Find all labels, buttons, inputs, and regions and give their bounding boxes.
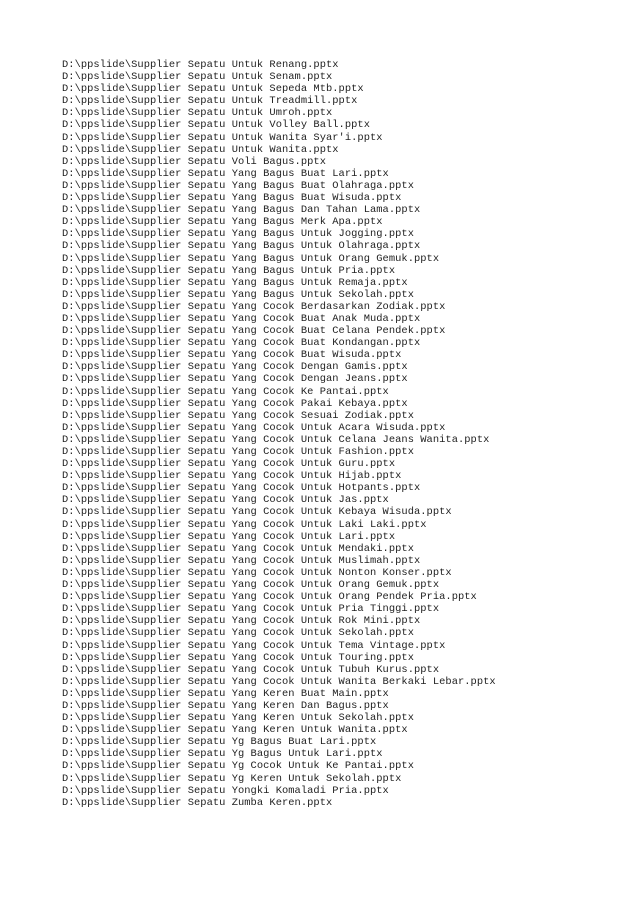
file-path-line: D:\ppslide\Supplier Sepatu Yang Cocok Untuk Hotpants.pptx xyxy=(62,482,421,495)
file-path-line: D:\ppslide\Supplier Sepatu Yang Bagus Buat Lari.pptx xyxy=(62,167,389,180)
file-path-line: D:\ppslide\Supplier Sepatu Voli Bagus.pptx xyxy=(62,155,326,168)
file-path-line: D:\ppslide\Supplier Sepatu Yang Bagus Untuk Pria.pptx xyxy=(62,264,396,277)
file-path-line: D:\ppslide\Supplier Sepatu Yang Bagus Untuk Sekolah.pptx xyxy=(62,288,414,301)
file-path-line: D:\ppslide\Supplier Sepatu Untuk Umroh.pptx xyxy=(62,107,333,120)
file-path-line: D:\ppslide\Supplier Sepatu Yg Bagus Buat Lari.pptx xyxy=(62,736,377,749)
file-path-line: D:\ppslide\Supplier Sepatu Yang Cocok Untuk Orang Gemuk.pptx xyxy=(62,579,440,592)
file-path-line: D:\ppslide\Supplier Sepatu Yang Bagus Untuk Jogging.pptx xyxy=(62,228,414,241)
file-path-line: D:\ppslide\Supplier Sepatu Yg Bagus Untuk Lari.pptx xyxy=(62,748,383,761)
file-path-line: D:\ppslide\Supplier Sepatu Yang Cocok Dengan Gamis.pptx xyxy=(62,361,408,374)
file-path-line: D:\ppslide\Supplier Sepatu Yang Cocok Buat Wisuda.pptx xyxy=(62,349,402,362)
file-path-line: D:\ppslide\Supplier Sepatu Yg Keren Untuk Sekolah.pptx xyxy=(62,772,402,785)
file-path-line: D:\ppslide\Supplier Sepatu Untuk Senam.pptx xyxy=(62,71,333,84)
file-path-line: D:\ppslide\Supplier Sepatu Yang Cocok Untuk Tema Vintage.pptx xyxy=(62,639,446,652)
file-path-line: D:\ppslide\Supplier Sepatu Yang Cocok Untuk Wanita Berkaki Lebar.pptx xyxy=(62,675,496,688)
file-path-line: D:\ppslide\Supplier Sepatu Yang Cocok Untuk Sekolah.pptx xyxy=(62,627,414,640)
file-path-line: D:\ppslide\Supplier Sepatu Yang Cocok Untuk Fashion.pptx xyxy=(62,446,414,458)
file-path-line: D:\ppslide\Supplier Sepatu Yang Cocok Untuk Celana Jeans Wanita.pptx xyxy=(62,433,490,446)
file-path-line: D:\ppslide\Supplier Sepatu Yang Bagus Buat Olahraga.pptx xyxy=(62,179,414,192)
file-path-line: D:\ppslide\Supplier Sepatu Yang Keren Dan Bagus.pptx xyxy=(62,699,389,712)
file-path-line: D:\ppslide\Supplier Sepatu Yang Cocok Untuk Tubuh Kurus.pptx xyxy=(62,663,440,676)
file-path-line: D:\ppslide\Supplier Sepatu Yang Bagus Untuk Olahraga.pptx xyxy=(62,240,421,253)
file-path-line: D:\ppslide\Supplier Sepatu Yang Cocok Sesuai Zodiak.pptx xyxy=(62,409,414,422)
file-path-line: D:\ppslide\Supplier Sepatu Yang Cocok Untuk Touring.pptx xyxy=(62,651,414,664)
file-path-line: D:\ppslide\Supplier Sepatu Yang Cocok Buat Anak Muda.pptx xyxy=(62,312,421,325)
file-path-line: D:\ppslide\Supplier Sepatu Yg Cocok Untuk Ke Pantai.pptx xyxy=(62,760,414,773)
file-path-line: D:\ppslide\Supplier Sepatu Yang Cocok Berdasarkan Zodiak.pptx xyxy=(62,300,446,313)
file-path-line: D:\ppslide\Supplier Sepatu Untuk Wanita.pptx xyxy=(62,143,339,156)
file-path-line: D:\ppslide\Supplier Sepatu Yang Bagus Dan Tahan Lama.pptx xyxy=(62,204,421,217)
file-path-line: D:\ppslide\Supplier Sepatu Yang Cocok Untuk Lari.pptx xyxy=(62,530,396,543)
file-path-line: D:\ppslide\Supplier Sepatu Untuk Wanita Syar'i.pptx xyxy=(62,131,383,144)
file-path-list xyxy=(62,59,496,809)
file-path-line: D:\ppslide\Supplier Sepatu Yongki Komaladi Pria.pptx xyxy=(62,784,389,797)
file-path-line: D:\ppslide\Supplier Sepatu Yang Cocok Untuk Jas.pptx xyxy=(62,494,389,507)
file-path-line: D:\ppslide\Supplier Sepatu Yang Cocok Untuk Muslimah.pptx xyxy=(62,554,421,567)
file-path-line: D:\ppslide\Supplier Sepatu Yang Bagus Merk Apa.pptx xyxy=(62,216,383,229)
file-path-line: D:\ppslide\Supplier Sepatu Yang Cocok Untuk Hijab.pptx xyxy=(62,470,402,483)
file-path-line: D:\ppslide\Supplier Sepatu Yang Cocok Untuk Guru.pptx xyxy=(62,458,396,471)
file-path-line: D:\ppslide\Supplier Sepatu Yang Cocok Buat Kondangan.pptx xyxy=(62,337,421,350)
file-path-line: D:\ppslide\Supplier Sepatu Yang Bagus Untuk Remaja.pptx xyxy=(62,276,408,289)
file-path-line: D:\ppslide\Supplier Sepatu Yang Cocok Untuk Rok Mini.pptx xyxy=(62,615,421,628)
file-path-line: D:\ppslide\Supplier Sepatu Yang Cocok Untuk Acara Wisuda.pptx xyxy=(62,421,446,434)
file-path-line: D:\ppslide\Supplier Sepatu Untuk Treadmill.pptx xyxy=(62,95,358,108)
file-path-line: D:\ppslide\Supplier Sepatu Yang Cocok Untuk Pria Tinggi.pptx xyxy=(62,603,440,616)
file-path-line: D:\ppslide\Supplier Sepatu Yang Keren Untuk Wanita.pptx xyxy=(62,724,408,737)
file-path-line: D:\ppslide\Supplier Sepatu Zumba Keren.pptx xyxy=(62,796,333,809)
file-path-line: D:\ppslide\Supplier Sepatu Untuk Volley Ball.pptx xyxy=(62,119,370,132)
file-path-line: D:\ppslide\Supplier Sepatu Yang Bagus Buat Wisuda.pptx xyxy=(62,192,402,205)
file-path-line: D:\ppslide\Supplier Sepatu Yang Cocok Untuk Orang Pendek Pria.pptx xyxy=(62,591,477,604)
file-path-line: D:\ppslide\Supplier Sepatu Yang Cocok Dengan Jeans.pptx xyxy=(62,373,408,386)
file-path-line: D:\ppslide\Supplier Sepatu Yang Cocok Untuk Mendaki.pptx xyxy=(62,542,414,555)
file-path-line: D:\ppslide\Supplier Sepatu Yang Cocok Untuk Kebaya Wisuda.pptx xyxy=(62,506,452,519)
file-path-line: D:\ppslide\Supplier Sepatu Yang Cocok Untuk Nonton Konser.pptx xyxy=(62,566,452,579)
file-path-line: D:\ppslide\Supplier Sepatu Yang Cocok Buat Celana Pendek.pptx xyxy=(62,325,446,338)
file-path-line: D:\ppslide\Supplier Sepatu Untuk Sepeda Mtb.pptx xyxy=(62,83,364,96)
file-path-line: D:\ppslide\Supplier Sepatu Yang Keren Untuk Sekolah.pptx xyxy=(62,712,414,725)
file-path-line: D:\ppslide\Supplier Sepatu Yang Cocok Pakai Kebaya.pptx xyxy=(62,397,408,410)
file-path-line: D:\ppslide\Supplier Sepatu Untuk Renang.pptx xyxy=(62,59,339,71)
file-path-line: D:\ppslide\Supplier Sepatu Yang Keren Buat Main.pptx xyxy=(62,687,389,700)
file-path-line: D:\ppslide\Supplier Sepatu Yang Bagus Untuk Orang Gemuk.pptx xyxy=(62,252,440,265)
file-path-line: D:\ppslide\Supplier Sepatu Yang Cocok Untuk Laki Laki.pptx xyxy=(62,518,427,531)
file-path-line: D:\ppslide\Supplier Sepatu Yang Cocok Ke Pantai.pptx xyxy=(62,385,389,398)
